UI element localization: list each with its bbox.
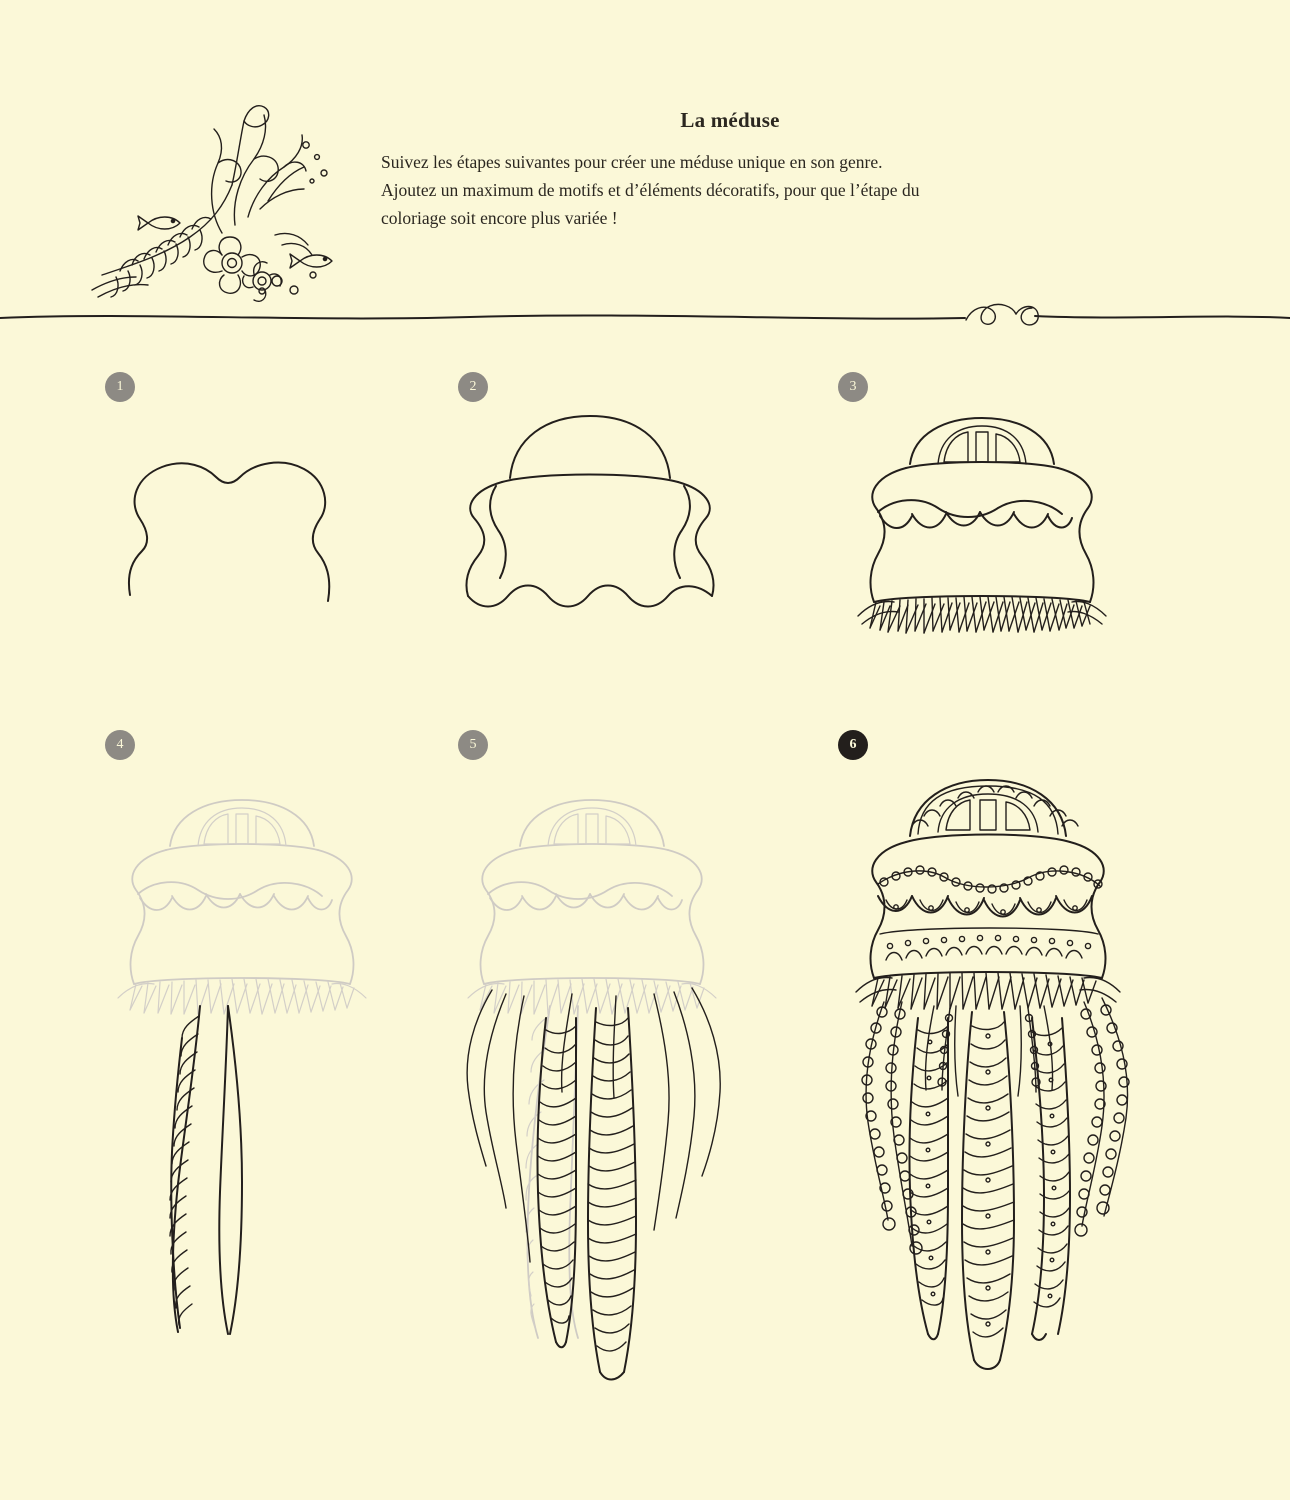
intro-line-3: coloriage soit encore plus variée ! [381, 208, 618, 228]
page-title: La méduse [680, 108, 780, 132]
horizontal-wavy-rule-with-curl-icon [0, 290, 1290, 340]
step-badge-1: 1 [105, 372, 135, 402]
step-2 [410, 360, 780, 690]
page-header [0, 0, 1290, 330]
jellyfish-bell-outline-sketch-icon [90, 415, 380, 635]
step-1 [60, 360, 430, 690]
seaweed-flower-fish-ornament-icon [72, 85, 342, 300]
step-badge-2: 2 [458, 372, 488, 402]
intro-line-2: Ajoutez un maximum de motifs et d’éléments décoratifs, pour que l’étape du [381, 180, 920, 200]
intro-text [381, 148, 1081, 232]
step-4 [60, 730, 430, 1410]
step-badge-6: 6 [838, 730, 868, 760]
step-3 [790, 360, 1190, 690]
step-badge-5: 5 [458, 730, 488, 760]
jellyfish-with-two-braided-tentacles-icon [70, 772, 420, 1392]
jellyfish-bell-with-dome-and-scallops-icon [430, 390, 750, 650]
jellyfish-with-many-tentacles-icon [410, 772, 790, 1392]
step-6 [790, 730, 1190, 1410]
intro-line-1: Suivez les étapes suivantes pour créer une méduse unique en son genre. [381, 152, 883, 172]
jellyfish-bell-with-fringe-icon [810, 390, 1170, 690]
step-badge-4: 4 [105, 730, 135, 760]
step-5 [410, 730, 780, 1410]
jellyfish-finished-decorated-icon [790, 750, 1190, 1390]
steps-grid [0, 350, 1290, 1500]
step-badge-3: 3 [838, 372, 868, 402]
